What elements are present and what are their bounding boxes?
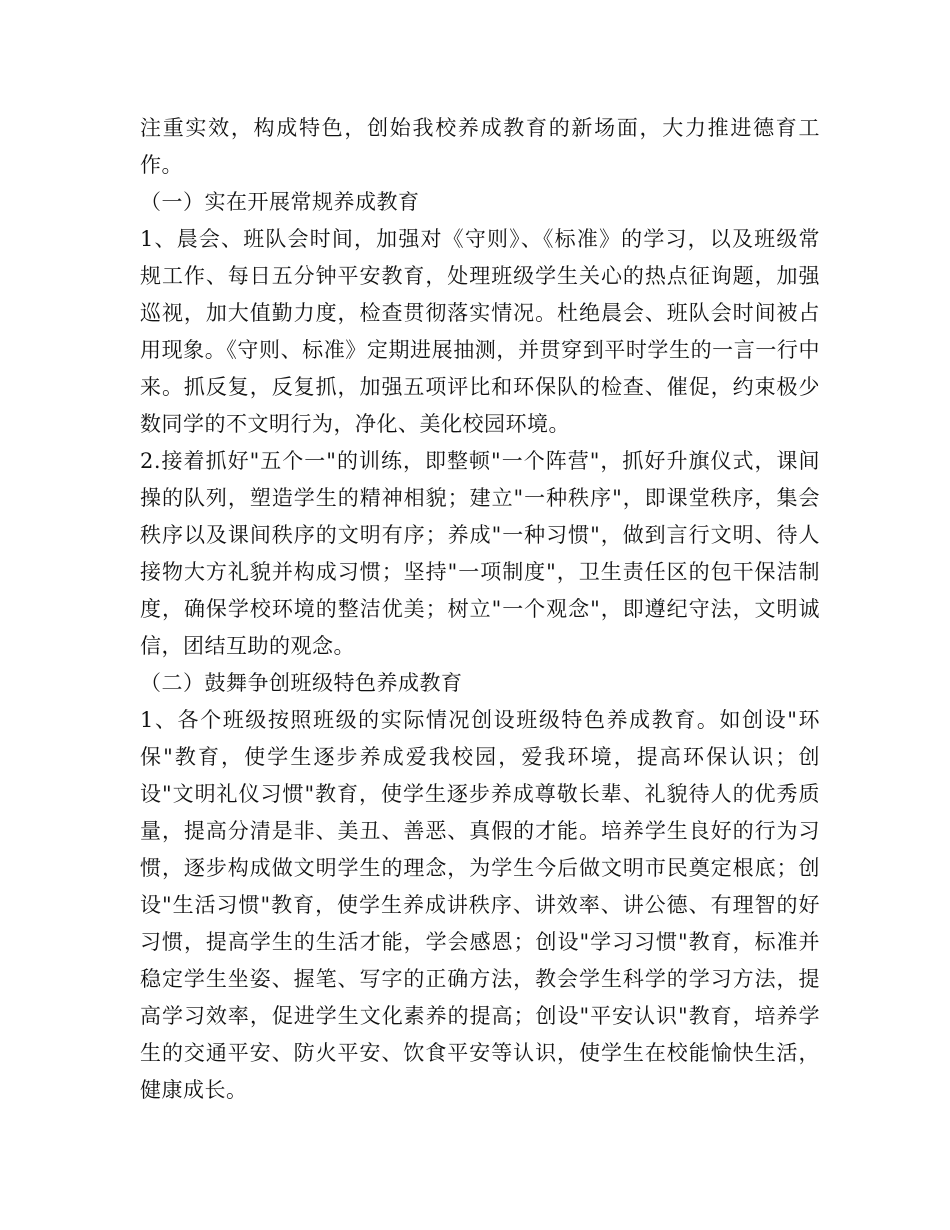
paragraph-item-2-1: 1、各个班级按照班级的实际情况创设班级特色养成教育。如创设"环保"教育，使学生逐步养成爱我校园，爱我环境，提高环保认识；创设"文明礼仪习惯"教育，使学生逐步养成尊敬长辈、礼貌待人的优秀质量，提高分清是非、美丑、善恶、真假的才能。培养学生良好的行为习惯，逐步构成做文明学生的理念，为学生今后做文明市民奠定根底；创设"生活习惯"教育，使学生养成讲秩序、讲效率、讲公德、有理智的好习惯，提高学生的生活才能，学会感恩；创设"学习习惯"教育，标准并稳定学生坐姿、握笔、写字的正确方法，教会学生科学的学习方法，提高学习效率，促进学生文化素养的提高；创设"平安认识"教育，培养学生的交通平安、防火平安、饮食平安等认识，使学生在校能愉快生活，健康成长。 — [140, 708, 820, 1102]
paragraph-item-1-2: 2.接着抓好"五个一"的训练，即整顿"一个阵营"，抓好升旗仪式，课间操的队列，塑造学生的精神相貌；建立"一种秩序"，即课堂秩序，集会秩序以及课间秩序的文明有序；养成"一种习惯"，做到言行文明、待人接物大方礼貌并构成习惯；坚持"一项制度"，卫生责任区的包干保洁制度，确保学校环境的整洁优美；树立"一个观念"，即遵纪守法，文明诚信，团结互助的观念。 — [140, 449, 820, 658]
section-heading-2: （二）鼓舞争创班级特色养成教育 — [140, 671, 463, 695]
paragraph-intro: 注重实效，构成特色，创始我校养成教育的新场面，大力推进德育工作。 — [140, 116, 820, 177]
paragraph-item-1-1: 1、晨会、班队会时间，加强对《守则》、《标准》的学习，以及班级常规工作、每日五分钟平安教育，处理班级学生关心的热点征询题，加强巡视，加大值勤力度，检查贯彻落实情况。杜绝晨会、班队会时间被占用现象。《守则、标准》定期进展抽测，并贯穿到平时学生的一言一行中来。抓反复，反复抓，加强五项评比和环保队的检查、催促，约束极少数同学的不文明行为，净化、美化校园环境。 — [140, 227, 820, 436]
document-body — [140, 110, 820, 1109]
section-heading-1: （一）实在开展常规养成教育 — [140, 190, 420, 214]
